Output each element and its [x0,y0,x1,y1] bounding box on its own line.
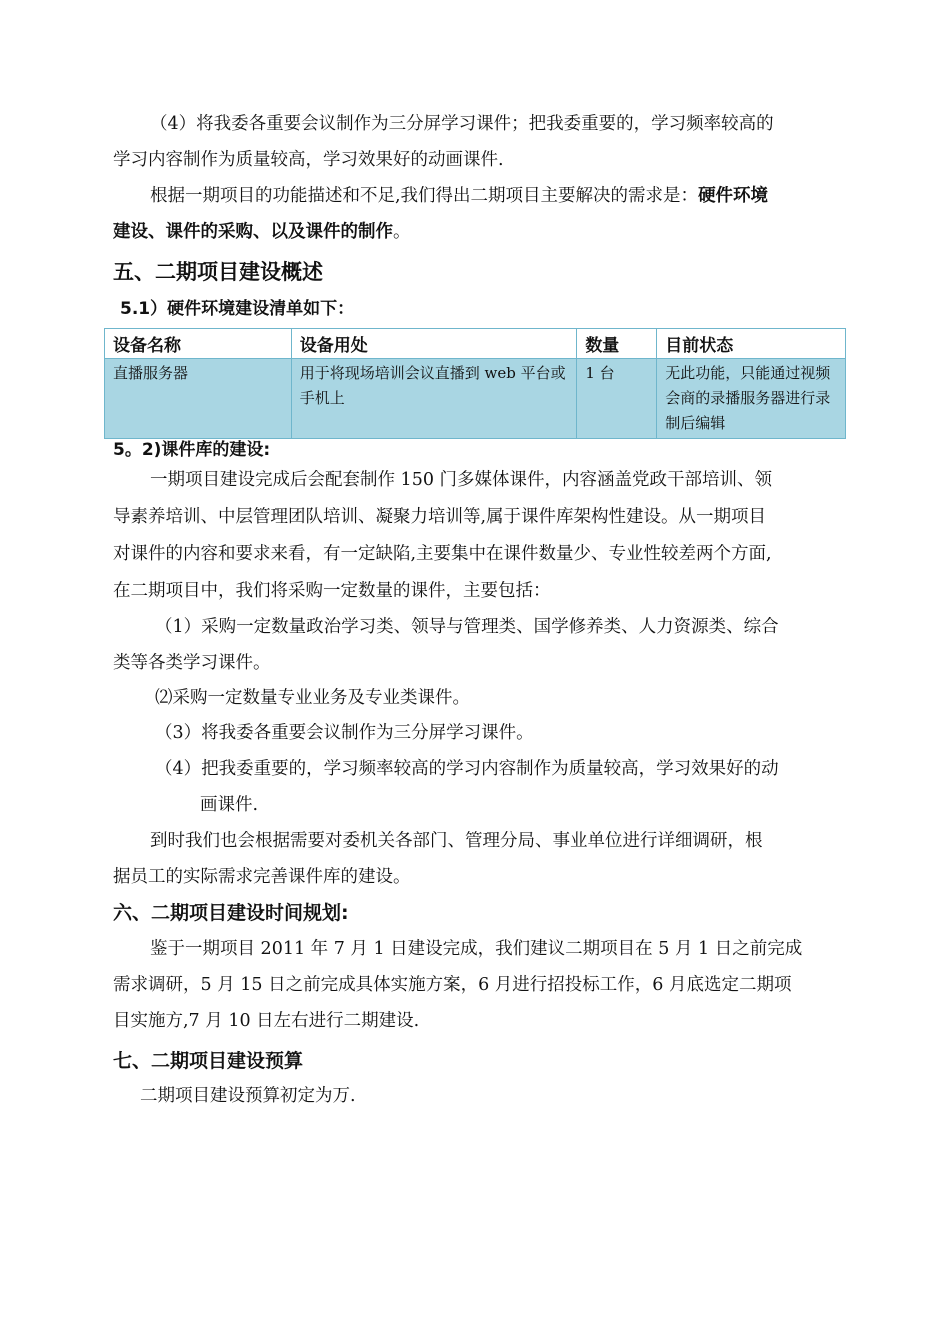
section6-line: 鉴于一期项目 2011 年 7 月 1 日建设完成，我们建议二期项目在 5 月 1 日之前完成 [150,939,803,959]
para2-line2: 据员工的实际需求完善课件库的建设。 [113,867,411,887]
table-row [105,359,846,439]
para2-line1: 到时我们也会根据需要对委机关各部门、管理分局、事业单位进行详细调研，根 [150,831,763,851]
section5-sub1: 5.1）硬件环境建设清单如下： [120,299,355,319]
header-cell: 设备名称 [105,329,292,359]
para1-line: 对课件的内容和要求来看，有一定缺陷,主要集中在课件数量少、专业性较差两个方面, [113,544,772,564]
section6-heading: 六、二期项目建设时间规划: [113,902,349,924]
section5-heading: 五、二期项目建设概述 [113,260,323,284]
summary-line1 [150,178,768,214]
para1-line: 一期项目建设完成后会配套制作 150 门多媒体课件，内容涵盖党政干部培训、领 [150,470,773,490]
list-item-1-line1: （1）采购一定数量政治学习类、领导与管理类、国学修养类、人力资源类、综合 [155,617,779,637]
equipment-table [104,328,846,439]
list-item-2: ⑵采购一定数量专业业务及专业类课件。 [155,688,470,708]
header-cell: 目前状态 [657,329,846,359]
para1-line: 导素养培训、中层管理团队培训、凝聚力培训等,属于课件库架构性建设。从一期项目 [113,507,767,527]
intro-item4-line2: 学习内容制作为质量较高，学习效果好的动画课件. [113,150,504,170]
summary-line2 [113,214,411,250]
table-cell: 无此功能，只能通过视频会商的录播服务器进行录制后编辑 [657,359,846,439]
table-cell: 用于将现场培训会议直播到 web 平台或手机上 [291,359,577,439]
list-item-1-line2: 类等各类学习课件。 [113,653,271,673]
summary-line2-bold: 建设、课件的采购、以及课件的制作 [113,222,393,242]
section5-sub2: 5。2)课件库的建设: [113,440,271,460]
header-cell: 数量 [577,329,657,359]
section6-line: 目实施方,7 月 10 日左右进行二期建设. [113,1011,420,1031]
section7-line: 二期项目建设预算初定为万. [140,1086,356,1106]
list-item-4-line2: 画课件. [200,795,259,815]
para1-line: 在二期项目中，我们将采购一定数量的课件，主要包括： [113,581,551,601]
intro-item4-line1: （4）将我委各重要会议制作为三分屏学习课件；把我委重要的，学习频率较高的 [150,114,774,134]
table-cell: 直播服务器 [105,359,292,439]
section7-heading: 七、二期项目建设预算 [113,1050,304,1072]
summary-line1-text: 根据一期项目的功能描述和不足,我们得出二期项目主要解决的需求是： [150,186,699,206]
section6-line: 需求调研，5 月 15 日之前完成具体实施方案，6 月进行招投标工作，6 月底选定二期项 [113,975,792,995]
header-cell: 设备用处 [291,329,577,359]
equipment-table-header [105,329,846,359]
table-cell: 1 台 [577,359,657,439]
list-item-4-line1: （4）把我委重要的，学习频率较高的学习内容制作为质量较高，学习效果好的动 [155,759,779,779]
list-item-3: （3）将我委各重要会议制作为三分屏学习课件。 [155,723,534,743]
summary-line1-bold: 硬件环境 [698,186,769,206]
summary-line2-end: 。 [393,222,411,242]
